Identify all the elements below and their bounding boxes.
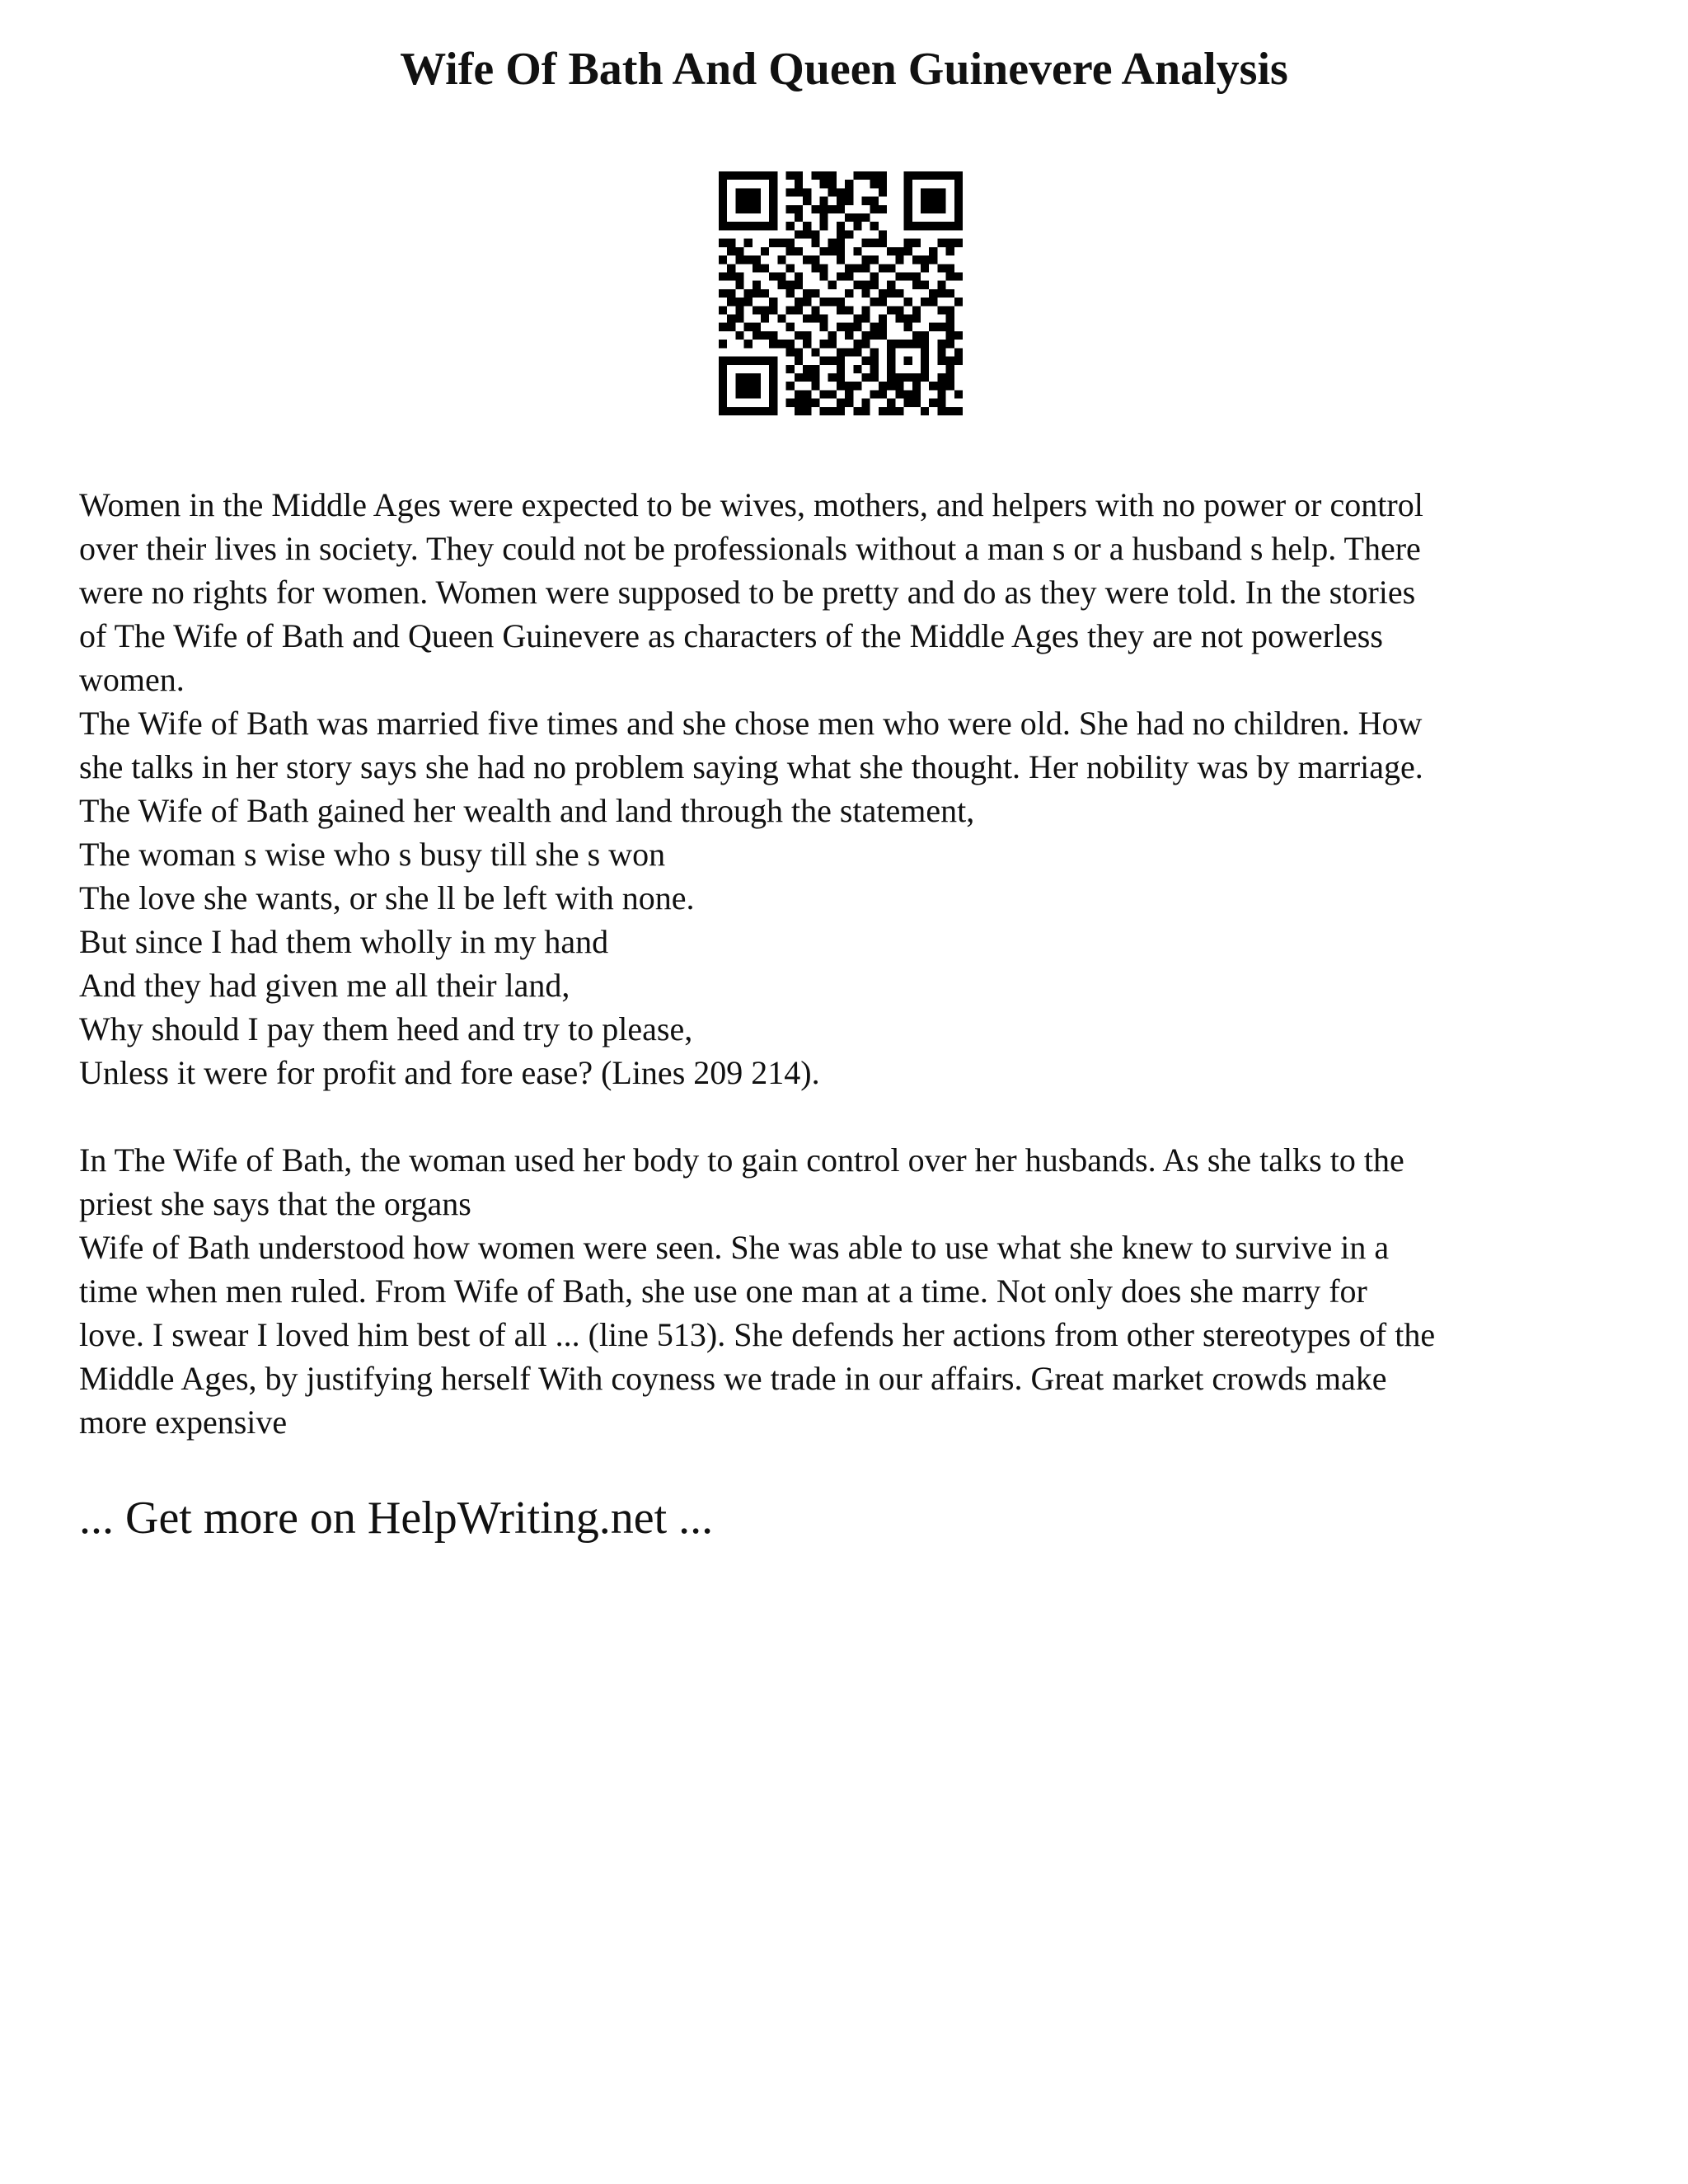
text-line: love. I swear I loved him best of all ... (line 513). She defends her actions from other stereotypes of the xyxy=(79,1316,1436,1353)
text-line: women. xyxy=(79,661,185,698)
text-line: The Wife of Bath gained her wealth and land through the statement, xyxy=(79,792,975,829)
quote-line: Unless it were for profit and fore ease? (Lines 209 214). xyxy=(79,1054,820,1091)
text-line: Wife of Bath understood how women were seen. She was able to use what she knew to survive in a xyxy=(79,1229,1390,1266)
quote-line: And they had given me all their land, xyxy=(79,967,570,1004)
quote-line: The woman s wise who s busy till she s won xyxy=(79,836,666,873)
page-title: Wife Of Bath And Queen Guinevere Analysis xyxy=(400,44,1288,95)
text-line: priest she says that the organs xyxy=(79,1185,471,1222)
text-line: were no rights for women. Women were supposed to be pretty and do as they were told. In the stories xyxy=(79,574,1416,611)
get-more-link[interactable]: ... Get more on HelpWriting.net ... xyxy=(79,1493,714,1544)
text-line: of The Wife of Bath and Queen Guinevere as characters of the Middle Ages they are not powerless xyxy=(79,617,1383,654)
text-line: more expensive xyxy=(79,1404,288,1441)
text-line: In The Wife of Bath, the woman used her body to gain control over her husbands. As she talks to the xyxy=(79,1141,1404,1179)
text-line: she talks in her story says she had no problem saying what she thought. Her nobility was by marriage. xyxy=(79,748,1423,785)
text-line: Women in the Middle Ages were expected to be wives, mothers, and helpers with no power or control xyxy=(79,486,1423,523)
paragraph-gap xyxy=(79,1094,1629,1138)
text-line: The Wife of Bath was married five times and she chose men who were old. She had no children. How xyxy=(79,705,1423,742)
text-line: Middle Ages, by justifying herself With coyness we trade in our affairs. Great market crowds make xyxy=(79,1360,1387,1397)
quote-line: But since I had them wholly in my hand xyxy=(79,923,609,960)
qr-code-icon xyxy=(719,171,963,415)
quote-line: The love she wants, or she ll be left with none. xyxy=(79,879,695,916)
text-line: time when men ruled. From Wife of Bath, she use one man at a time. Not only does she marry for xyxy=(79,1272,1367,1310)
paragraph-1 xyxy=(79,483,1629,1094)
document-body xyxy=(79,483,1629,1444)
text-line: over their lives in society. They could not be professionals without a man s or a husband s help. There xyxy=(79,530,1421,567)
quote-line: Why should I pay them heed and try to please, xyxy=(79,1010,693,1047)
paragraph-2 xyxy=(79,1138,1629,1444)
